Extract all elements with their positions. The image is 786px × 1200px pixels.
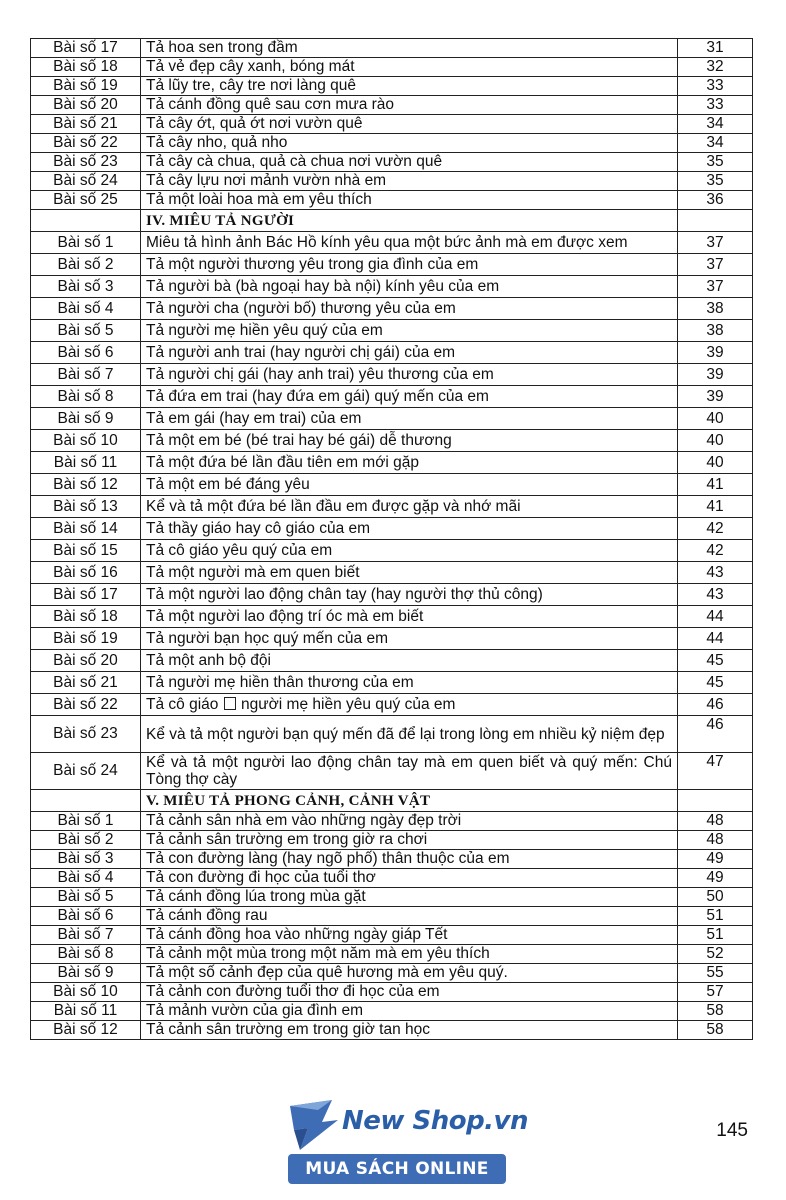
lesson-number: Bài số 20 xyxy=(31,650,141,672)
lesson-number: Bài số 22 xyxy=(31,134,141,153)
table-row xyxy=(31,907,753,926)
table-row xyxy=(31,540,753,562)
page-ref: 49 xyxy=(678,850,753,869)
table-row xyxy=(31,1021,753,1040)
table-row xyxy=(31,694,753,716)
lesson-title: Tả cảnh một mùa trong một năm mà em yêu thích xyxy=(141,945,678,964)
table-row xyxy=(31,964,753,983)
table-row xyxy=(31,650,753,672)
table-of-contents xyxy=(30,38,753,1040)
lesson-title: Tả người mẹ hiền yêu quý của em xyxy=(141,320,678,342)
lesson-title: Tả cánh đồng rau xyxy=(141,907,678,926)
lesson-title: Tả em gái (hay em trai) của em xyxy=(141,408,678,430)
page-ref: 46 xyxy=(678,716,753,753)
lesson-title: Tả vẻ đẹp cây xanh, bóng mát xyxy=(141,58,678,77)
table-row xyxy=(31,1002,753,1021)
table-row xyxy=(31,364,753,386)
lesson-number: Bài số 22 xyxy=(31,694,141,716)
lesson-number: Bài số 17 xyxy=(31,39,141,58)
lesson-title: Tả người bà (bà ngoại hay bà nội) kính yêu của em xyxy=(141,276,678,298)
page-ref: 57 xyxy=(678,983,753,1002)
lesson-number: Bài số 11 xyxy=(31,1002,141,1021)
lesson-number: Bài số 12 xyxy=(31,474,141,496)
lesson-title: Tả cây ớt, quả ớt nơi vườn quê xyxy=(141,115,678,134)
lesson-title-part: Tả cô giáo xyxy=(146,695,219,713)
table-row xyxy=(31,191,753,210)
page-ref: 39 xyxy=(678,386,753,408)
lesson-title: Tả người chị gái (hay anh trai) yêu thương của em xyxy=(141,364,678,386)
table-row xyxy=(31,134,753,153)
lesson-number: Bài số 5 xyxy=(31,888,141,907)
page-ref: 31 xyxy=(678,39,753,58)
lesson-title: Tả người mẹ hiền thân thương của em xyxy=(141,672,678,694)
lesson-number: Bài số 1 xyxy=(31,812,141,831)
table-row xyxy=(31,115,753,134)
page-ref: 48 xyxy=(678,812,753,831)
table-row xyxy=(31,945,753,964)
lesson-title: Tả cánh đồng hoa vào những ngày giáp Tết xyxy=(141,926,678,945)
lesson-title: Tả một người mà em quen biết xyxy=(141,562,678,584)
page-ref: 33 xyxy=(678,96,753,115)
section-title: V. MIÊU TẢ PHONG CẢNH, CẢNH VẬT xyxy=(141,790,678,812)
table-row xyxy=(31,888,753,907)
table-row xyxy=(31,518,753,540)
page-ref: 51 xyxy=(678,907,753,926)
lesson-number: Bài số 12 xyxy=(31,1021,141,1040)
lesson-title: Tả người bạn học quý mến của em xyxy=(141,628,678,650)
page-ref: 44 xyxy=(678,628,753,650)
section-blank-cell xyxy=(31,790,141,812)
section-title: IV. MIÊU TẢ NGƯỜI xyxy=(141,210,678,232)
book-logo-icon xyxy=(288,1100,340,1150)
page-ref: 35 xyxy=(678,172,753,191)
section-heading-row xyxy=(31,210,753,232)
lesson-number: Bài số 13 xyxy=(31,496,141,518)
lesson-number: Bài số 18 xyxy=(31,606,141,628)
table-row xyxy=(31,96,753,115)
table-row xyxy=(31,276,753,298)
page-ref: 42 xyxy=(678,540,753,562)
page-ref: 41 xyxy=(678,496,753,518)
page-ref: 44 xyxy=(678,606,753,628)
lesson-number: Bài số 24 xyxy=(31,753,141,790)
page-ref: 47 xyxy=(678,753,753,790)
table-row xyxy=(31,320,753,342)
lesson-title: Tả người cha (người bố) thương yêu của em xyxy=(141,298,678,320)
table-row xyxy=(31,812,753,831)
lesson-number: Bài số 11 xyxy=(31,452,141,474)
table-row xyxy=(31,606,753,628)
table-row xyxy=(31,232,753,254)
table-row xyxy=(31,386,753,408)
table-row xyxy=(31,926,753,945)
page-ref: 52 xyxy=(678,945,753,964)
lesson-number: Bài số 19 xyxy=(31,628,141,650)
section-heading-row xyxy=(31,790,753,812)
lesson-number: Bài số 21 xyxy=(31,672,141,694)
lesson-title: Tả một loài hoa mà em yêu thích xyxy=(141,191,678,210)
page-ref: 58 xyxy=(678,1021,753,1040)
table-row xyxy=(31,869,753,888)
lesson-title: Kể và tả một đứa bé lần đầu em được gặp và nhớ mãi xyxy=(141,496,678,518)
lesson-number: Bài số 14 xyxy=(31,518,141,540)
lesson-title: Tả lũy tre, cây tre nơi làng quê xyxy=(141,77,678,96)
table-row xyxy=(31,408,753,430)
table-row xyxy=(31,430,753,452)
page-ref: 43 xyxy=(678,584,753,606)
lesson-number: Bài số 15 xyxy=(31,540,141,562)
table-row xyxy=(31,983,753,1002)
lesson-number: Bài số 4 xyxy=(31,869,141,888)
page-ref: 46 xyxy=(678,694,753,716)
lesson-title: Tả cảnh sân nhà em vào những ngày đẹp trời xyxy=(141,812,678,831)
table-row xyxy=(31,850,753,869)
lesson-title: Tả một người thương yêu trong gia đình của em xyxy=(141,254,678,276)
table-row xyxy=(31,753,753,790)
page-ref: 37 xyxy=(678,232,753,254)
lesson-number: Bài số 10 xyxy=(31,430,141,452)
table-row xyxy=(31,342,753,364)
lesson-number: Bài số 23 xyxy=(31,153,141,172)
lesson-title: Tả thầy giáo hay cô giáo của em xyxy=(141,518,678,540)
page-ref: 45 xyxy=(678,672,753,694)
toc-body xyxy=(31,39,753,1040)
lesson-title: Tả cây lựu nơi mảnh vườn nhà em xyxy=(141,172,678,191)
page-ref: 37 xyxy=(678,254,753,276)
lesson-number: Bài số 7 xyxy=(31,364,141,386)
lesson-title: Tả một anh bộ đội xyxy=(141,650,678,672)
lesson-number: Bài số 17 xyxy=(31,584,141,606)
table-row xyxy=(31,298,753,320)
lesson-title: Tả cô giáo yêu quý của em xyxy=(141,540,678,562)
page-ref: 41 xyxy=(678,474,753,496)
page-ref: 34 xyxy=(678,115,753,134)
page-ref: 48 xyxy=(678,831,753,850)
table-row xyxy=(31,254,753,276)
page-ref: 40 xyxy=(678,408,753,430)
square-glyph-icon xyxy=(224,697,236,710)
table-row xyxy=(31,628,753,650)
page-ref: 43 xyxy=(678,562,753,584)
page-ref: 33 xyxy=(678,77,753,96)
page-ref: 49 xyxy=(678,869,753,888)
table-row xyxy=(31,562,753,584)
lesson-title: Tả đứa em trai (hay đứa em gái) quý mến của em xyxy=(141,386,678,408)
page-ref: 38 xyxy=(678,320,753,342)
lesson-title: Tả một em bé (bé trai hay bé gái) dễ thương xyxy=(141,430,678,452)
newshop-logo xyxy=(288,1100,529,1190)
lesson-number: Bài số 24 xyxy=(31,172,141,191)
lesson-number: Bài số 23 xyxy=(31,716,141,753)
lesson-title: Tả một người lao động trí óc mà em biết xyxy=(141,606,678,628)
table-row xyxy=(31,39,753,58)
lesson-number: Bài số 6 xyxy=(31,342,141,364)
lesson-number: Bài số 5 xyxy=(31,320,141,342)
page-ref: 50 xyxy=(678,888,753,907)
table-row xyxy=(31,496,753,518)
lesson-number: Bài số 25 xyxy=(31,191,141,210)
page-number: 145 xyxy=(716,1120,748,1141)
lesson-number: Bài số 19 xyxy=(31,77,141,96)
lesson-number: Bài số 3 xyxy=(31,850,141,869)
table-row xyxy=(31,172,753,191)
page-ref: 32 xyxy=(678,58,753,77)
page-ref: 34 xyxy=(678,134,753,153)
lesson-title: Tả một số cảnh đẹp của quê hương mà em yêu quý. xyxy=(141,964,678,983)
page-ref: 36 xyxy=(678,191,753,210)
lesson-number: Bài số 3 xyxy=(31,276,141,298)
lesson-number: Bài số 18 xyxy=(31,58,141,77)
lesson-title: Tả con đường đi học của tuổi thơ xyxy=(141,869,678,888)
lesson-title: Tả hoa sen trong đầm xyxy=(141,39,678,58)
lesson-title: Kể và tả một người bạn quý mến đã để lại trong lòng em nhiều kỷ niệm đẹp xyxy=(141,716,678,753)
lesson-number: Bài số 20 xyxy=(31,96,141,115)
lesson-title: Tả mảnh vườn của gia đình em xyxy=(141,1002,678,1021)
page-ref: 42 xyxy=(678,518,753,540)
lesson-title: Tả cây cà chua, quả cà chua nơi vườn quê xyxy=(141,153,678,172)
section-blank-cell xyxy=(678,210,753,232)
lesson-title: Tả cánh đồng quê sau cơn mưa rào xyxy=(141,96,678,115)
lesson-number: Bài số 8 xyxy=(31,386,141,408)
page-ref: 37 xyxy=(678,276,753,298)
lesson-number: Bài số 16 xyxy=(31,562,141,584)
page-ref: 58 xyxy=(678,1002,753,1021)
table-row xyxy=(31,58,753,77)
lesson-title xyxy=(141,694,678,716)
page-ref: 40 xyxy=(678,452,753,474)
logo-banner: MUA SÁCH ONLINE xyxy=(288,1154,506,1184)
lesson-title: Tả cảnh con đường tuổi thơ đi học của em xyxy=(141,983,678,1002)
section-blank-cell xyxy=(678,790,753,812)
lesson-number: Bài số 2 xyxy=(31,831,141,850)
lesson-number: Bài số 2 xyxy=(31,254,141,276)
page-ref: 55 xyxy=(678,964,753,983)
lesson-number: Bài số 9 xyxy=(31,408,141,430)
page-ref: 38 xyxy=(678,298,753,320)
page-ref: 45 xyxy=(678,650,753,672)
table-row xyxy=(31,452,753,474)
table-row xyxy=(31,77,753,96)
table-row xyxy=(31,831,753,850)
lesson-title: Tả một em bé đáng yêu xyxy=(141,474,678,496)
lesson-number: Bài số 7 xyxy=(31,926,141,945)
lesson-title: Tả người anh trai (hay người chị gái) của em xyxy=(141,342,678,364)
page-ref: 35 xyxy=(678,153,753,172)
table-row xyxy=(31,584,753,606)
lesson-number: Bài số 6 xyxy=(31,907,141,926)
table-row xyxy=(31,672,753,694)
page-ref: 39 xyxy=(678,342,753,364)
lesson-number: Bài số 9 xyxy=(31,964,141,983)
lesson-title: Tả cảnh sân trường em trong giờ ra chơi xyxy=(141,831,678,850)
lesson-number: Bài số 4 xyxy=(31,298,141,320)
lesson-title: Miêu tả hình ảnh Bác Hồ kính yêu qua một bức ảnh mà em được xem xyxy=(141,232,678,254)
lesson-title-part: người mẹ hiền yêu quý của em xyxy=(241,695,456,713)
table-row xyxy=(31,474,753,496)
lesson-title: Tả cánh đồng lúa trong mùa gặt xyxy=(141,888,678,907)
page-ref: 40 xyxy=(678,430,753,452)
page-ref: 39 xyxy=(678,364,753,386)
lesson-number: Bài số 10 xyxy=(31,983,141,1002)
lesson-number: Bài số 8 xyxy=(31,945,141,964)
table-row xyxy=(31,153,753,172)
page-ref: 51 xyxy=(678,926,753,945)
lesson-title: Tả một đứa bé lần đầu tiên em mới gặp xyxy=(141,452,678,474)
lesson-title: Kể và tả một người lao động chân tay mà em quen biết và quý mến: Chú Tòng thợ cày xyxy=(141,753,678,790)
section-blank-cell xyxy=(31,210,141,232)
lesson-number: Bài số 21 xyxy=(31,115,141,134)
lesson-title: Tả cảnh sân trường em trong giờ tan học xyxy=(141,1021,678,1040)
logo-brand-text: New Shop.vn xyxy=(342,1106,529,1136)
lesson-title: Tả con đường làng (hay ngõ phố) thân thuộc của em xyxy=(141,850,678,869)
lesson-title: Tả cây nho, quả nho xyxy=(141,134,678,153)
lesson-number: Bài số 1 xyxy=(31,232,141,254)
table-row xyxy=(31,716,753,753)
lesson-title: Tả một người lao động chân tay (hay người thợ thủ công) xyxy=(141,584,678,606)
